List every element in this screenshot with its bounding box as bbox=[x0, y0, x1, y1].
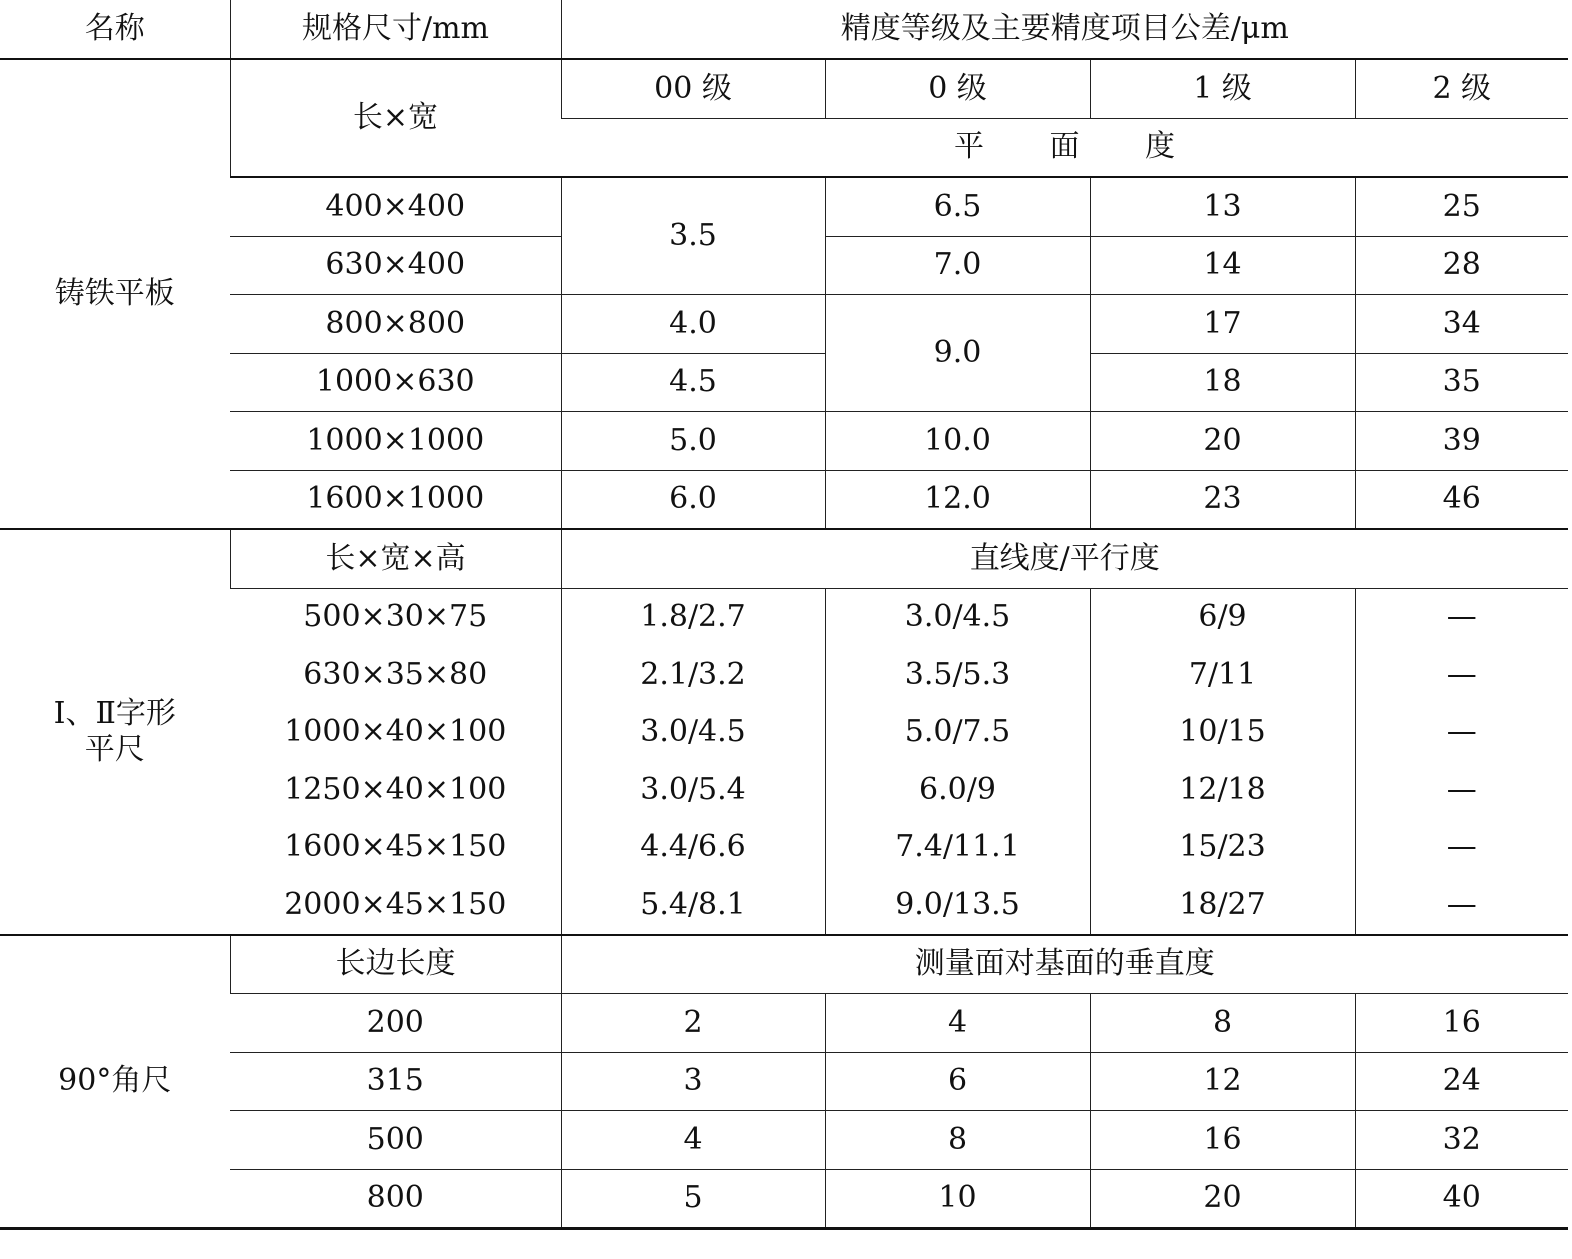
plate-tol-text: 平 面 度 bbox=[953, 129, 1204, 165]
size-cell: 1600×1000 bbox=[230, 470, 561, 529]
value-cell: 16 bbox=[1355, 994, 1568, 1053]
table-row bbox=[0, 1052, 1568, 1111]
grade-0-label: 0 级 bbox=[825, 59, 1090, 118]
value-cell: 20 bbox=[1090, 412, 1355, 471]
value-cell: — bbox=[1355, 761, 1568, 819]
size-cell: 1000×630 bbox=[230, 353, 561, 412]
value-cell: 10 bbox=[825, 1169, 1090, 1229]
value-cell: 24 bbox=[1355, 1052, 1568, 1111]
plate-tol-label bbox=[561, 118, 1568, 177]
value-cell: 46 bbox=[1355, 470, 1568, 529]
ruler-tol-label: 直线度/平行度 bbox=[561, 529, 1568, 588]
value-cell: 28 bbox=[1355, 236, 1568, 295]
header-spec: 规格尺寸/mm bbox=[230, 0, 561, 59]
plate-name: 铸铁平板 bbox=[0, 59, 230, 529]
value-cell: 15/23 bbox=[1090, 819, 1355, 877]
value-cell: 6.5 bbox=[825, 177, 1090, 236]
value-cell: 25 bbox=[1355, 177, 1568, 236]
header-row bbox=[0, 0, 1568, 59]
value-cell: 3.5/5.3 bbox=[825, 646, 1090, 704]
table-row bbox=[0, 994, 1568, 1053]
value-cell: 13 bbox=[1090, 177, 1355, 236]
value-cell: 6.0/9 bbox=[825, 761, 1090, 819]
size-cell: 400×400 bbox=[230, 177, 561, 236]
value-cell: 3.0/4.5 bbox=[561, 704, 825, 762]
value-cell: 18 bbox=[1090, 353, 1355, 412]
value-cell: 16 bbox=[1090, 1111, 1355, 1170]
table-row bbox=[0, 819, 1568, 877]
value-cell: 34 bbox=[1355, 295, 1568, 354]
ruler-name-line2: 平尺 bbox=[84, 731, 145, 767]
value-cell: 10/15 bbox=[1090, 704, 1355, 762]
value-cell: 4.5 bbox=[561, 353, 825, 412]
square-label-row bbox=[0, 935, 1568, 994]
size-cell: 1000×1000 bbox=[230, 412, 561, 471]
size-cell: 2000×45×150 bbox=[284, 886, 507, 922]
value-cell: 3.0/5.4 bbox=[561, 761, 825, 819]
value-cell: 4.4/6.6 bbox=[561, 819, 825, 877]
value-cell: 3.5 bbox=[561, 177, 825, 295]
value-cell: 4.0 bbox=[561, 295, 825, 354]
size-cell: 630×35×80 bbox=[303, 656, 488, 692]
value-cell: 12.0 bbox=[825, 470, 1090, 529]
value-cell: 9.0/13.5 bbox=[825, 876, 1090, 935]
value-cell: 8 bbox=[825, 1111, 1090, 1170]
header-accuracy: 精度等级及主要精度项目公差/μm bbox=[561, 0, 1568, 59]
value-cell: 2.1/3.2 bbox=[561, 646, 825, 704]
table-row bbox=[0, 761, 1568, 819]
value-cell: 2 bbox=[561, 994, 825, 1053]
table-row bbox=[0, 588, 1568, 646]
plate-grade-row bbox=[0, 59, 1568, 118]
value-cell: 1.8/2.7 bbox=[561, 588, 825, 646]
header-name: 名称 bbox=[84, 11, 145, 46]
ruler-name-line1: Ⅰ、Ⅱ字形 bbox=[53, 695, 176, 731]
size-cell: 1250×40×100 bbox=[284, 771, 507, 807]
ruler-label-row bbox=[0, 529, 1568, 588]
table-row bbox=[0, 470, 1568, 529]
size-cell: 800×800 bbox=[230, 295, 561, 354]
table-row bbox=[0, 353, 1568, 412]
value-cell: 6 bbox=[825, 1052, 1090, 1111]
table-row bbox=[0, 704, 1568, 762]
ruler-name bbox=[0, 529, 230, 935]
size-cell: 1600×45×150 bbox=[284, 829, 507, 865]
size-cell: 630×400 bbox=[230, 236, 561, 295]
value-cell: 39 bbox=[1355, 412, 1568, 471]
table-row bbox=[0, 412, 1568, 471]
value-cell: 5 bbox=[561, 1169, 825, 1229]
grade-00-label: 00 级 bbox=[561, 59, 825, 118]
table-row bbox=[0, 177, 1568, 236]
value-cell: 5.4/8.1 bbox=[561, 876, 825, 935]
value-cell: 12/18 bbox=[1090, 761, 1355, 819]
size-cell: 200 bbox=[230, 994, 561, 1053]
value-cell: 7.0 bbox=[825, 236, 1090, 295]
value-cell: 10.0 bbox=[825, 412, 1090, 471]
value-cell: 3 bbox=[561, 1052, 825, 1111]
table-row bbox=[0, 646, 1568, 704]
value-cell: 6.0 bbox=[561, 470, 825, 529]
value-cell: 3.0/4.5 bbox=[825, 588, 1090, 646]
square-dim-label: 长边长度 bbox=[230, 935, 561, 994]
ruler-dim-label: 长×宽×高 bbox=[230, 529, 561, 588]
value-cell: 6/9 bbox=[1090, 588, 1355, 646]
square-name: 90°角尺 bbox=[0, 935, 230, 1229]
grade-1-label: 1 级 bbox=[1090, 59, 1355, 118]
value-cell: — bbox=[1355, 588, 1568, 646]
value-cell: 12 bbox=[1090, 1052, 1355, 1111]
value-cell: — bbox=[1355, 704, 1568, 762]
table-row bbox=[0, 295, 1568, 354]
value-cell: 23 bbox=[1090, 470, 1355, 529]
value-cell: 17 bbox=[1090, 295, 1355, 354]
value-cell: 5.0 bbox=[561, 412, 825, 471]
value-cell: 14 bbox=[1090, 236, 1355, 295]
value-cell: 20 bbox=[1090, 1169, 1355, 1229]
value-cell: 7.4/11.1 bbox=[825, 819, 1090, 877]
plate-dim-label: 长×宽 bbox=[230, 59, 561, 177]
value-cell: 32 bbox=[1355, 1111, 1568, 1170]
table-row bbox=[0, 1111, 1568, 1170]
size-cell: 500×30×75 bbox=[230, 588, 561, 646]
value-cell: 9.0 bbox=[825, 295, 1090, 412]
value-cell: 8 bbox=[1090, 994, 1355, 1053]
value-cell: 40 bbox=[1355, 1169, 1568, 1229]
size-cell: 500 bbox=[230, 1111, 561, 1170]
size-cell: 315 bbox=[230, 1052, 561, 1111]
table-row bbox=[0, 1169, 1568, 1229]
value-cell: 35 bbox=[1355, 353, 1568, 412]
value-cell: — bbox=[1355, 819, 1568, 877]
value-cell: 4 bbox=[825, 994, 1090, 1053]
value-cell: 5.0/7.5 bbox=[825, 704, 1090, 762]
size-cell: 800 bbox=[230, 1169, 561, 1229]
size-cell: 1000×40×100 bbox=[284, 714, 507, 750]
square-tol-label: 测量面对基面的垂直度 bbox=[561, 935, 1568, 994]
value-cell: — bbox=[1355, 646, 1568, 704]
grade-2-label: 2 级 bbox=[1355, 59, 1568, 118]
value-cell: 4 bbox=[561, 1111, 825, 1170]
value-cell: 18/27 bbox=[1090, 876, 1355, 935]
value-cell: 7/11 bbox=[1090, 646, 1355, 704]
value-cell: — bbox=[1355, 876, 1568, 935]
table-row bbox=[0, 876, 1568, 935]
